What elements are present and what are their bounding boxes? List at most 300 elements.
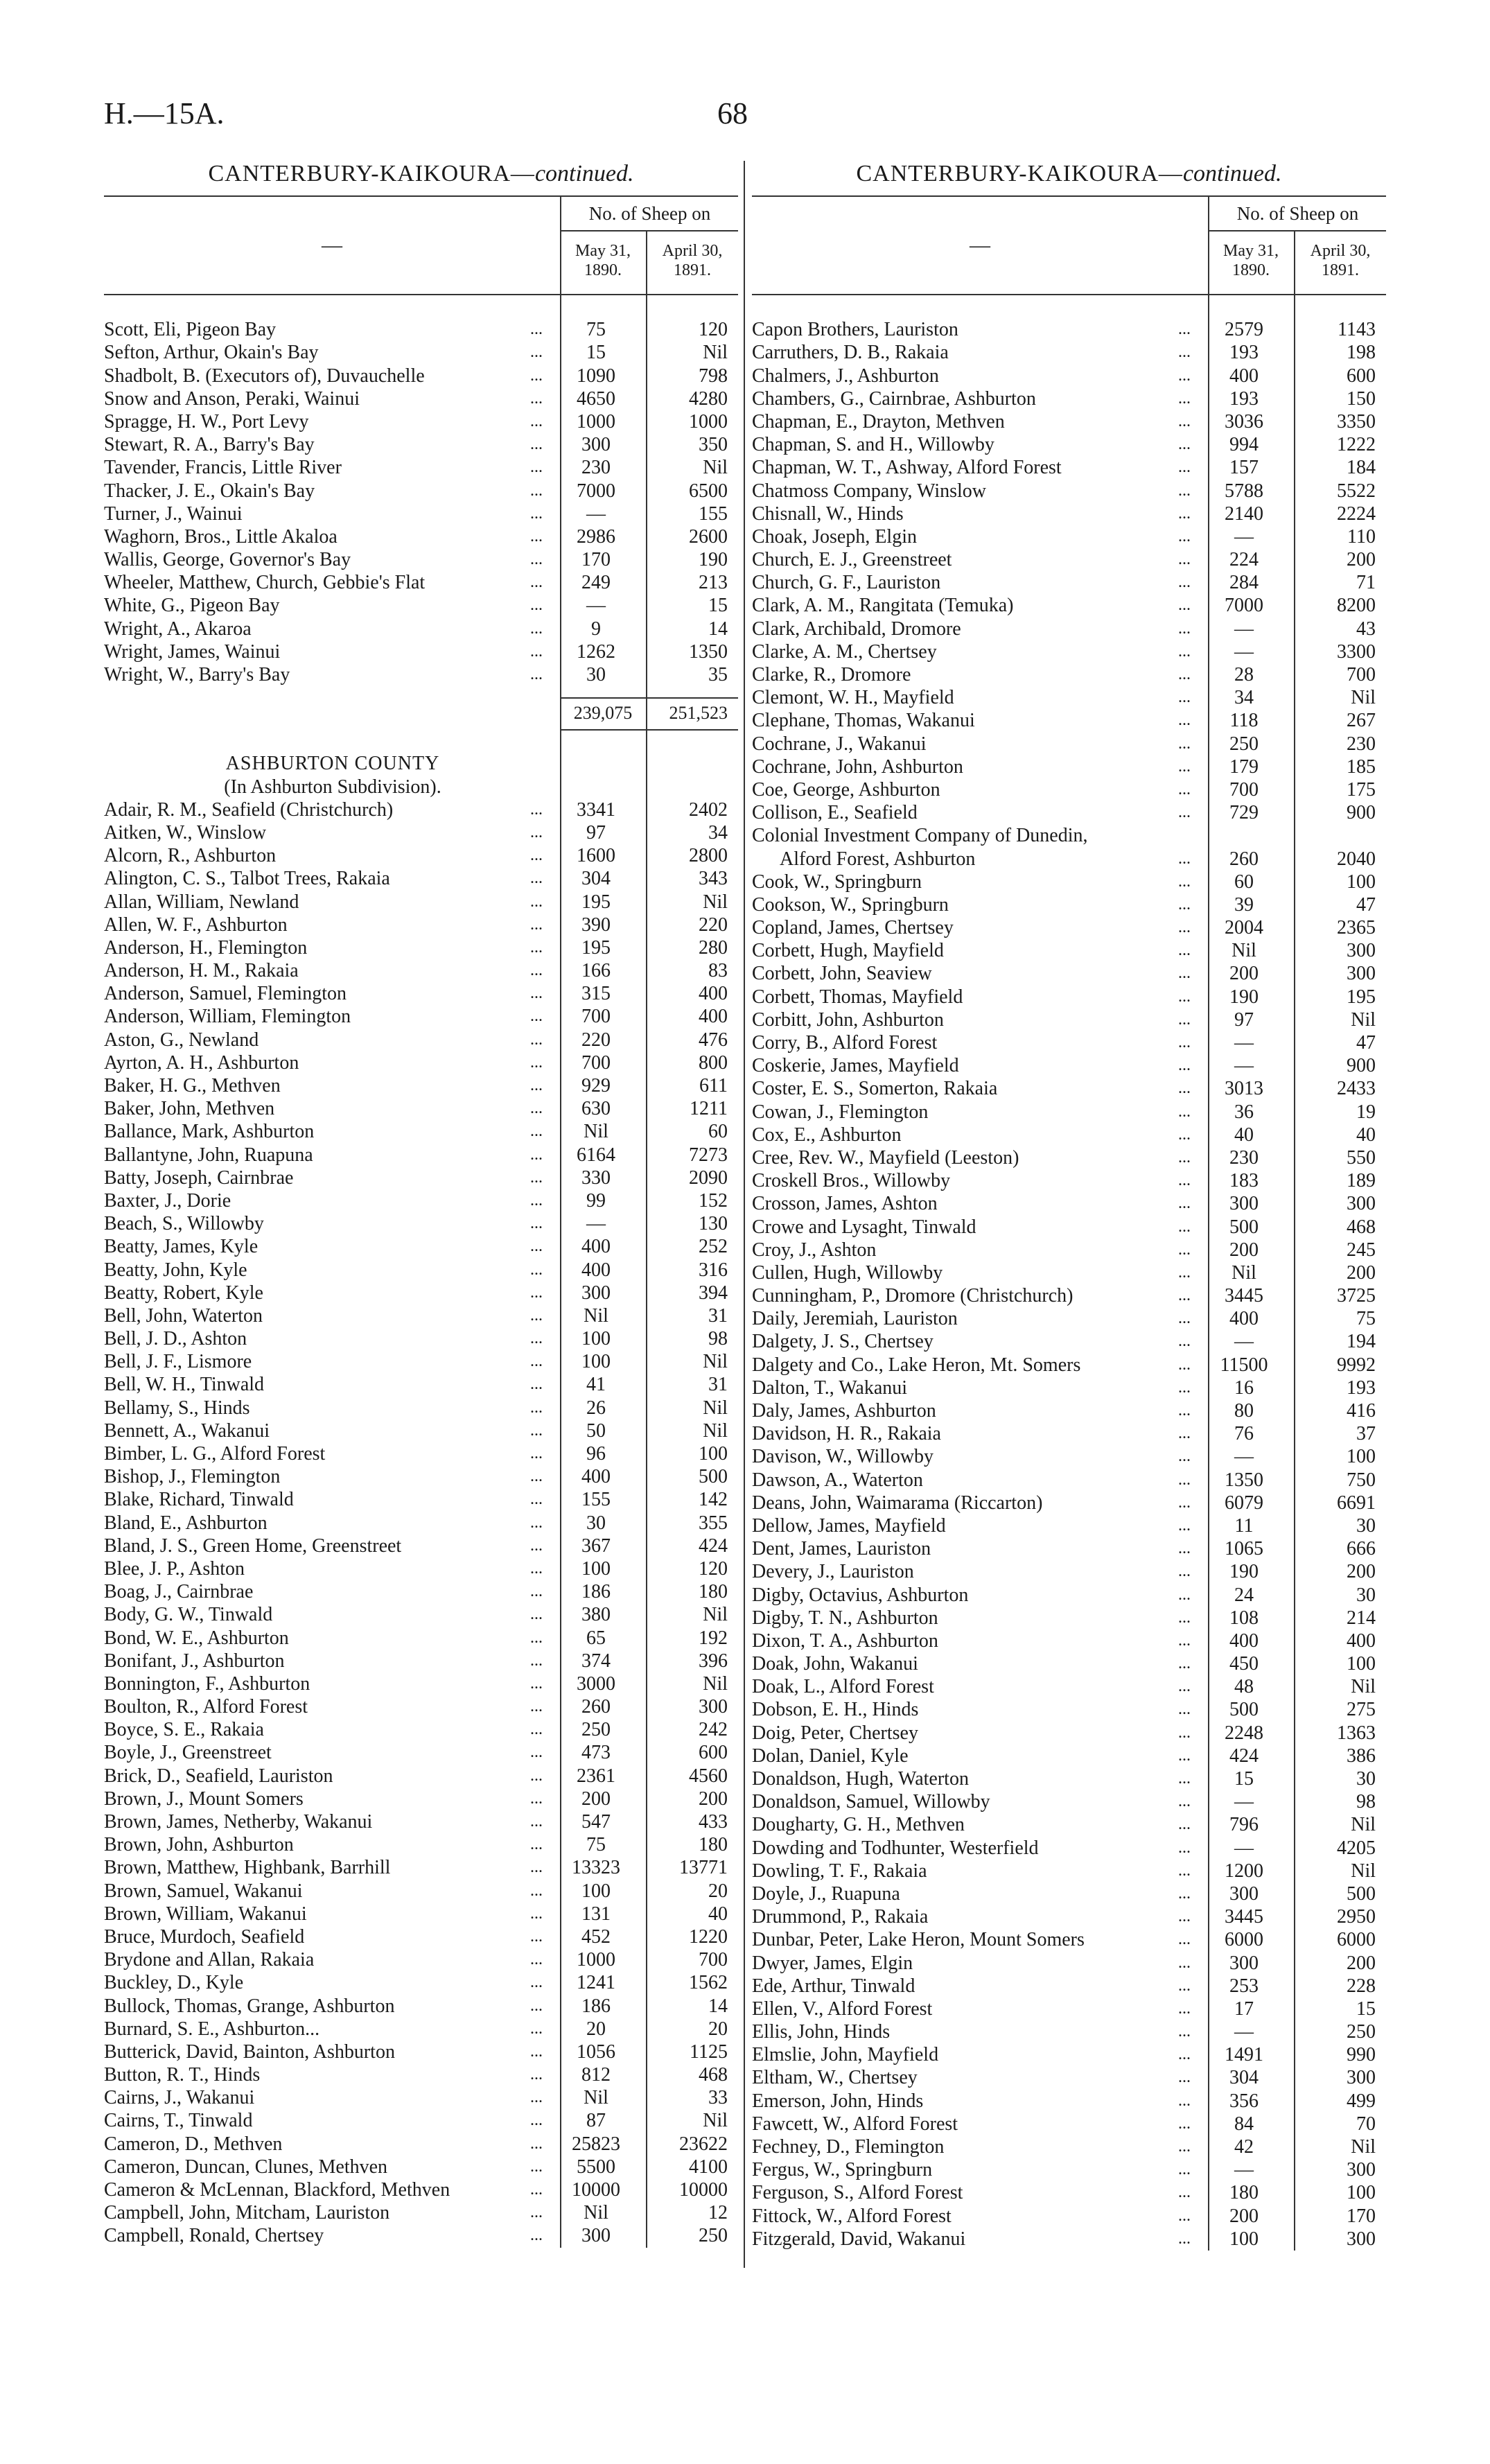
leader-dots: ... <box>530 1467 543 1486</box>
sheep-1891: 14 <box>708 1995 728 2017</box>
table-row <box>752 1790 1386 1813</box>
sheep-1891: 2090 <box>689 1167 728 1189</box>
table-row <box>752 2205 1386 2228</box>
sheep-1890: 249 <box>581 572 611 594</box>
owner-name: Capon Brothers, Lauriston <box>752 319 958 341</box>
sheep-1891: Nil <box>1351 687 1376 709</box>
sheep-1891: 100 <box>1347 871 1376 893</box>
sheep-1890: 65 <box>586 1627 606 1649</box>
sheep-1890: 304 <box>1229 2067 1259 2089</box>
leader-dots: ... <box>530 435 543 454</box>
leader-dots: ... <box>530 1168 543 1187</box>
table-row <box>752 2158 1386 2181</box>
sheep-1891: 110 <box>1347 525 1376 548</box>
table-row <box>752 365 1386 387</box>
sheep-1891: 424 <box>699 1535 728 1557</box>
leader-dots: ... <box>530 1421 543 1440</box>
leader-dots: ... <box>1178 2045 1191 2064</box>
sheep-1891: 120 <box>699 319 728 341</box>
leader-dots: ... <box>1178 1171 1191 1190</box>
leader-dots: ... <box>1178 1355 1191 1374</box>
sheep-1890: 75 <box>586 1834 606 1856</box>
sheep-1891: 4560 <box>689 1765 728 1787</box>
leader-dots: ... <box>530 2111 543 2130</box>
sheep-1890: 28 <box>1234 664 1254 685</box>
leader-dots: ... <box>1178 2114 1191 2133</box>
owner-name: Chambers, G., Cairnbrae, Ashburton <box>752 387 1036 410</box>
leader-dots: ... <box>1178 688 1191 707</box>
sheep-1890: 97 <box>1234 1008 1254 1031</box>
leader-dots: ... <box>1178 366 1191 385</box>
sheep-1890: — <box>1234 640 1254 663</box>
table-row <box>104 1373 738 1396</box>
table-row <box>752 686 1386 709</box>
leader-dots: ... <box>530 1306 543 1325</box>
leader-dots: ... <box>1178 918 1191 937</box>
leader-dots: ... <box>1178 964 1191 983</box>
table-row <box>104 2063 738 2086</box>
owner-name: Deans, John, Waimarama (Riccarton) <box>752 1492 1043 1514</box>
table-row <box>752 1998 1386 2020</box>
leader-dots: ... <box>1178 1539 1191 1558</box>
sheep-1891: 200 <box>1347 549 1376 571</box>
table-row <box>104 2224 738 2247</box>
leader-dots: ... <box>1178 1125 1191 1144</box>
sheep-1890: 195 <box>581 936 611 959</box>
sheep-count-header: No. of Sheep on <box>1209 197 1386 231</box>
leader-dots: ... <box>530 1766 543 1785</box>
sheep-1891: 2950 <box>1337 1906 1376 1928</box>
sheep-1891: Nil <box>703 1672 728 1695</box>
sheep-1891: 6691 <box>1337 1492 1376 1514</box>
sheep-1891: 192 <box>699 1627 728 1649</box>
owner-name: Ferguson, S., Alford Forest <box>752 2182 963 2204</box>
table-row <box>104 1512 738 1535</box>
table-row <box>752 1745 1386 1767</box>
table-row <box>104 1580 738 1603</box>
table-row <box>752 1239 1386 1261</box>
leader-dots: ... <box>1178 1493 1191 1512</box>
sheep-1890: 15 <box>1234 1768 1254 1790</box>
sheep-1891: 12 <box>708 2202 728 2224</box>
owner-name: Anderson, Samuel, Flemington <box>104 983 347 1005</box>
owner-name: Dobson, E. H., Hinds <box>752 1699 919 1721</box>
sheep-1891: 19 <box>1356 1101 1376 1123</box>
sheep-1891: 47 <box>1356 1032 1376 1054</box>
sheep-1890: 1000 <box>577 410 615 432</box>
table-row <box>752 1354 1386 1377</box>
sheep-1890: 500 <box>1229 1699 1259 1721</box>
table-row <box>752 1882 1386 1905</box>
sheep-1891: 75 <box>1356 1308 1376 1330</box>
owner-name: Cairns, T., Tinwald <box>104 2110 253 2132</box>
sheep-1891: 100 <box>1347 2182 1376 2204</box>
left-table-body <box>104 295 738 2248</box>
sheep-1890: 193 <box>1229 387 1259 410</box>
sheep-1891: 300 <box>1347 2159 1376 2181</box>
table-row <box>104 1856 738 1879</box>
right-table-body <box>752 295 1386 2251</box>
owner-name: Corry, B., Alford Forest <box>752 1032 938 1054</box>
sheep-1890: 80 <box>1234 1400 1254 1422</box>
table-row <box>104 1788 738 1810</box>
leader-dots: ... <box>1178 550 1191 569</box>
leader-dots: ... <box>530 1513 543 1532</box>
total-row <box>104 697 738 729</box>
owner-name: Bland, J. S., Green Home, Greenstreet <box>104 1535 402 1557</box>
right-column-title: CANTERBURY-KAIKOURA—continued. <box>752 152 1386 197</box>
owner-name: Donaldson, Hugh, Waterton <box>752 1768 969 1790</box>
table-row <box>104 1167 738 1189</box>
owner-name: Devery, J., Lauriston <box>752 1561 914 1583</box>
sheep-1891: 213 <box>699 572 728 594</box>
sheep-1890: — <box>1234 1331 1254 1353</box>
sheep-1891: 468 <box>699 2064 728 2086</box>
leader-dots: ... <box>530 504 543 523</box>
owner-name: Dougharty, G. H., Methven <box>752 1814 965 1836</box>
leader-dots: ... <box>530 1674 543 1693</box>
owner-name: Eltham, W., Chertsey <box>752 2067 918 2089</box>
owner-name: Wright, W., Barry's Bay <box>104 664 290 685</box>
leader-dots: ... <box>1178 504 1191 523</box>
owner-name: Fitzgerald, David, Wakanui <box>752 2228 966 2250</box>
leader-dots: ... <box>1178 1585 1191 1604</box>
owner-name: Allen, W. F., Ashburton <box>104 914 288 936</box>
sheep-1890: 3013 <box>1225 1078 1263 1100</box>
sheep-1891: 900 <box>1347 802 1376 824</box>
sheep-1890: 190 <box>1229 986 1259 1008</box>
col-1891-header: April 30, 1891. <box>662 242 723 279</box>
sheep-1891: 220 <box>699 914 728 936</box>
sheep-1890: — <box>1234 2159 1254 2181</box>
owner-name: Waghorn, Bros., Little Akaloa <box>104 525 338 548</box>
table-row <box>104 821 738 844</box>
leader-dots: ... <box>530 1214 543 1233</box>
table-row <box>752 503 1386 525</box>
leader-dots: ... <box>530 1237 543 1256</box>
sheep-1891: 900 <box>1347 1055 1376 1077</box>
sheep-1890: 190 <box>1229 1561 1259 1583</box>
leader-dots: ... <box>1178 1953 1191 1972</box>
owner-name: Croy, J., Ashton <box>752 1239 877 1261</box>
sheep-1891: 184 <box>1347 457 1376 479</box>
owner-name: Cameron, Duncan, Clunes, Methven <box>104 2156 388 2178</box>
owner-name: Body, G. W., Tinwald <box>104 1604 273 1626</box>
sheep-1891: 43 <box>1356 618 1376 640</box>
sheep-1890: 75 <box>586 319 606 341</box>
owner-name: Dellow, James, Mayfield <box>752 1514 946 1537</box>
leader-dots: ... <box>530 1996 543 2015</box>
owner-name: White, G., Pigeon Bay <box>104 595 280 617</box>
leader-dots: ... <box>530 892 543 911</box>
sheep-1891: 20 <box>708 2018 728 2040</box>
leader-dots: ... <box>1178 872 1191 891</box>
sheep-1890: 15 <box>586 342 606 364</box>
owner-name: Coskerie, James, Mayfield <box>752 1055 959 1077</box>
owner-name: Beatty, John, Kyle <box>104 1259 247 1281</box>
table-row <box>752 778 1386 801</box>
leader-dots: ... <box>530 458 543 477</box>
leader-dots: ... <box>530 1191 543 1209</box>
owner-name: Boyce, S. E., Rakaia <box>104 1719 264 1741</box>
sheep-1891: 300 <box>1347 2067 1376 2089</box>
leader-dots: ... <box>530 1375 543 1394</box>
owner-name: Donaldson, Samuel, Willowby <box>752 1791 990 1813</box>
table-row <box>104 891 738 914</box>
owner-name: Alcorn, R., Ashburton <box>104 845 277 867</box>
sheep-1890: 1065 <box>1225 1538 1263 1560</box>
leader-dots: ... <box>530 527 543 545</box>
sheep-1890: 131 <box>581 1903 611 1925</box>
owner-name: Cameron, D., Methven <box>104 2133 283 2155</box>
sheep-1890: 7000 <box>1225 595 1263 617</box>
leader-dots: ... <box>530 1628 543 1647</box>
sheep-1891: 433 <box>699 1811 728 1833</box>
table-row <box>104 1948 738 1971</box>
owner-name: Baxter, J., Dorie <box>104 1189 231 1212</box>
sheep-1890: 450 <box>1229 1653 1259 1675</box>
leader-dots: ... <box>1178 2138 1191 2156</box>
sheep-1890: 96 <box>586 1443 606 1465</box>
sheep-1891: 33 <box>708 2087 728 2109</box>
sheep-1890: 300 <box>581 2225 611 2247</box>
leader-dots: ... <box>1178 1401 1191 1419</box>
sheep-1891: 300 <box>1347 1193 1376 1215</box>
sheep-1890: 2248 <box>1225 1722 1263 1744</box>
sheep-1891: 600 <box>1347 365 1376 387</box>
owner-name: Corbett, Thomas, Mayfield <box>752 986 963 1008</box>
table-row <box>752 1192 1386 1215</box>
leader-dots: ... <box>1178 619 1191 638</box>
table-row <box>752 1124 1386 1146</box>
leader-dots: ... <box>1178 389 1191 408</box>
sheep-1891: 8200 <box>1337 595 1376 617</box>
owner-name: Elmslie, John, Mayfield <box>752 2044 939 2066</box>
leader-dots: ... <box>530 1076 543 1094</box>
sheep-1891: 500 <box>699 1466 728 1488</box>
table-row <box>104 1189 738 1212</box>
table-row <box>104 2041 738 2063</box>
sheep-1891: 400 <box>699 1006 728 1028</box>
table-row <box>752 433 1386 456</box>
leader-dots: ... <box>1178 849 1191 868</box>
owner-name: Bell, John, Waterton <box>104 1304 263 1327</box>
leader-dots: ... <box>1178 2229 1191 2248</box>
sheep-1890: 84 <box>1234 2113 1254 2135</box>
sheep-1890: 48 <box>1234 1676 1254 1698</box>
owner-name: Brown, John, Ashburton <box>104 1834 294 1856</box>
owner-name: Campbell, Ronald, Chertsey <box>104 2225 324 2247</box>
leader-dots: ... <box>1178 343 1191 362</box>
owner-name: Wheeler, Matthew, Church, Gebbie's Flat <box>104 572 426 594</box>
sheep-1891: Nil <box>1351 2136 1376 2158</box>
leader-dots: ... <box>1178 1010 1191 1029</box>
table-row <box>752 1377 1386 1399</box>
sheep-1891: 500 <box>1347 1882 1376 1905</box>
sheep-1890: 700 <box>581 1006 611 1028</box>
leader-dots: ... <box>530 2134 543 2153</box>
sheep-1890: 260 <box>581 1696 611 1718</box>
sheep-1890: Nil <box>1232 940 1256 962</box>
sheep-1891: 13771 <box>679 1857 728 1879</box>
table-row <box>104 387 738 410</box>
table-row <box>752 456 1386 479</box>
table-row <box>104 1603 738 1626</box>
sheep-1890: — <box>586 595 606 617</box>
table-row <box>752 1054 1386 1077</box>
owner-name: Sefton, Arthur, Okain's Bay <box>104 342 319 364</box>
leader-dots: ... <box>1178 1930 1191 1949</box>
sheep-1890: 39 <box>1234 893 1254 916</box>
owner-name: Brick, D., Seafield, Lauriston <box>104 1765 333 1787</box>
table-row <box>104 410 738 433</box>
table-row <box>752 387 1386 410</box>
table-row <box>752 1261 1386 1284</box>
owner-name: Beatty, James, Kyle <box>104 1236 258 1258</box>
sheep-1891: 2600 <box>689 525 728 548</box>
leader-dots: ... <box>530 1122 543 1141</box>
owner-name: Anderson, H. M., Rakaia <box>104 960 299 982</box>
sheep-1891: 198 <box>1347 342 1376 364</box>
table-row <box>104 571 738 594</box>
sheep-1890: 3341 <box>577 798 615 821</box>
sheep-1890: 200 <box>1229 963 1259 985</box>
sheep-1891: 230 <box>1347 733 1376 755</box>
sheep-1891: 252 <box>699 1236 728 1258</box>
sheep-1890: 300 <box>581 434 611 456</box>
table-row <box>104 1903 738 1925</box>
owner-name: Adair, R. M., Seafield (Christchurch) <box>104 798 394 821</box>
table-row <box>752 709 1386 732</box>
sheep-1891: 400 <box>699 983 728 1005</box>
leader-dots: ... <box>1178 1194 1191 1213</box>
sheep-1890: 300 <box>1229 1193 1259 1215</box>
table-row <box>104 844 738 867</box>
owner-name: Crowe and Lysaght, Tinwald <box>752 1216 976 1238</box>
table-row <box>104 2133 738 2156</box>
owner-name: Button, R. T., Hinds <box>104 2064 261 2086</box>
sheep-1890: 260 <box>1229 848 1259 870</box>
table-row <box>104 480 738 503</box>
sheep-1891: 15 <box>708 595 728 617</box>
table-row <box>752 1307 1386 1330</box>
owner-name: Chapman, W. T., Ashway, Alford Forest <box>752 457 1062 479</box>
leader-dots: ... <box>530 2226 543 2245</box>
sheep-1890: 41 <box>586 1374 606 1396</box>
sheep-1890: 155 <box>581 1489 611 1511</box>
sheep-1891: 300 <box>1347 2228 1376 2250</box>
table-row <box>752 1928 1386 1951</box>
table-row <box>104 365 738 387</box>
owner-name: Bonnington, F., Ashburton <box>104 1672 310 1695</box>
leader-dots: ... <box>530 389 543 408</box>
sheep-1890: 118 <box>1229 710 1259 732</box>
sheep-1891: 1363 <box>1337 1722 1376 1744</box>
table-row <box>752 1077 1386 1100</box>
leader-dots: ... <box>530 1973 543 1992</box>
owner-name: Beach, S., Willowby <box>104 1213 264 1235</box>
table-row <box>104 1235 738 1258</box>
sheep-1890: 100 <box>581 1328 611 1350</box>
sheep-1891: Nil <box>703 1397 728 1419</box>
table-row <box>752 2043 1386 2066</box>
sheep-1890: 400 <box>1229 1308 1259 1330</box>
leader-dots: ... <box>1178 1770 1191 1788</box>
name-column-header: — <box>322 234 342 256</box>
owner-name: Chisnall, W., Hinds <box>752 503 904 525</box>
leader-dots: ... <box>1178 1838 1191 1857</box>
sheep-1890: 400 <box>1229 1629 1259 1652</box>
table-row <box>752 318 1386 341</box>
leader-dots: ... <box>1178 2068 1191 2087</box>
table-row <box>104 1810 738 1833</box>
leader-dots: ... <box>1178 2091 1191 2110</box>
owner-name: Fechney, D., Flemington <box>752 2136 945 2158</box>
sheep-1891: 750 <box>1347 1469 1376 1491</box>
table-row <box>752 1584 1386 1607</box>
sheep-1891: 6500 <box>689 480 728 502</box>
sheep-1890: 220 <box>581 1029 611 1051</box>
leader-dots: ... <box>530 915 543 934</box>
table-row <box>752 2090 1386 2113</box>
sheep-1891: 355 <box>699 1512 728 1534</box>
owner-name: Clemont, W. H., Mayfield <box>752 687 954 709</box>
sheep-1891: 120 <box>699 1557 728 1580</box>
sheep-1890: 166 <box>581 960 611 982</box>
table-row <box>104 1695 738 1718</box>
sheep-1890: 1241 <box>577 1972 615 1994</box>
leader-dots: ... <box>530 1582 543 1601</box>
table-row <box>104 2156 738 2178</box>
sheep-1890: 186 <box>581 1995 611 2017</box>
sheep-1890: 4650 <box>577 387 615 410</box>
sheep-1890: — <box>1234 1837 1254 1859</box>
leader-dots: ... <box>1178 412 1191 430</box>
leader-dots: ... <box>1178 1907 1191 1926</box>
owner-name: Dunbar, Peter, Lake Heron, Mount Somers <box>752 1929 1085 1951</box>
owner-name: Bellamy, S., Hinds <box>104 1397 250 1419</box>
sheep-1891: 15 <box>1356 1998 1376 2020</box>
table-row <box>752 618 1386 640</box>
leader-dots: ... <box>1178 1677 1191 1696</box>
sheep-1890: — <box>1234 618 1254 640</box>
sheep-1890: Nil <box>584 2202 608 2224</box>
sheep-1891: 800 <box>699 1051 728 1074</box>
sheep-1890: 424 <box>1229 1745 1259 1767</box>
table-row <box>752 1031 1386 1054</box>
table-row <box>752 733 1386 755</box>
sheep-1891: 20 <box>708 1880 728 1902</box>
table-row <box>752 1284 1386 1307</box>
sheep-1891: Nil <box>703 342 728 364</box>
left-table-header <box>104 197 738 295</box>
sheep-1890: 796 <box>1229 1814 1259 1836</box>
table-row <box>104 1120 738 1143</box>
leader-dots: ... <box>1178 1079 1191 1098</box>
leader-dots: ... <box>530 1697 543 1716</box>
table-row <box>104 503 738 525</box>
owner-name: Beatty, Robert, Kyle <box>104 1282 263 1304</box>
sheep-1890: Nil <box>584 1304 608 1327</box>
sheep-1891: 1143 <box>1338 319 1376 341</box>
owner-name: Bennett, A., Wakanui <box>104 1419 270 1442</box>
leader-dots: ... <box>530 2181 543 2199</box>
sheep-1890: 11 <box>1234 1514 1254 1537</box>
sheep-1890: 25823 <box>572 2133 620 2155</box>
leader-dots: ... <box>1178 1309 1191 1328</box>
owner-name: Daily, Jeremiah, Lauriston <box>752 1308 958 1330</box>
leader-dots: ... <box>1178 481 1191 500</box>
